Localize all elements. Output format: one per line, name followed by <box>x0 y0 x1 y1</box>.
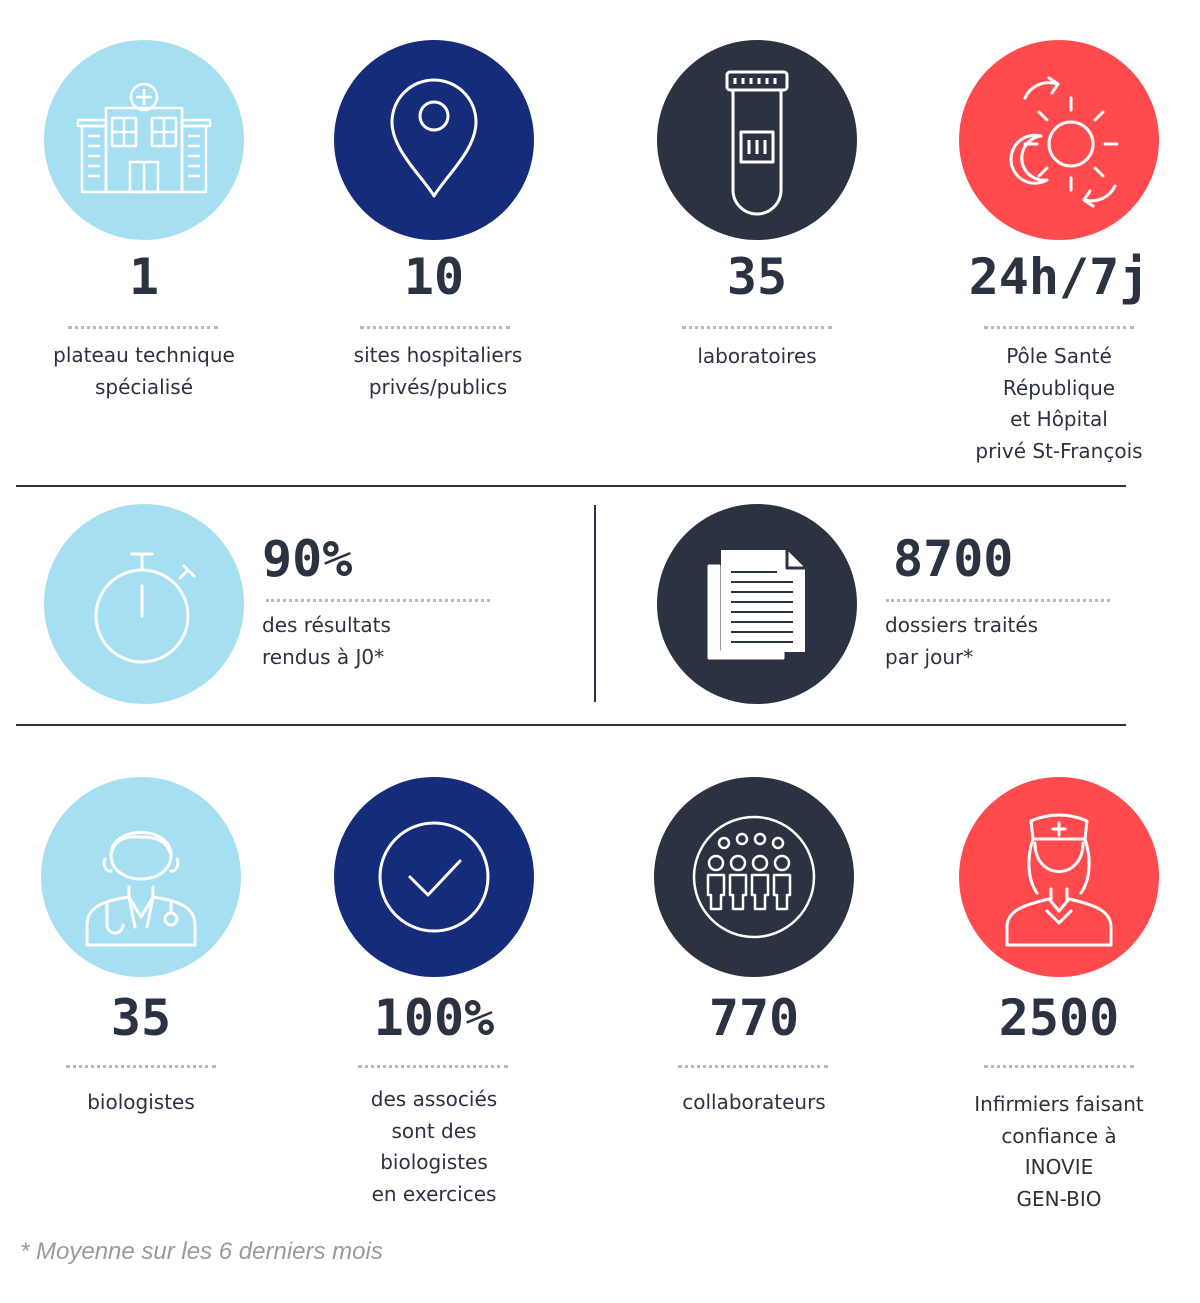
dotted-divider <box>68 326 218 329</box>
stat-value: 2500 <box>998 989 1120 1047</box>
stat-icon-circle <box>44 40 244 240</box>
stat-value: 90% <box>262 530 353 588</box>
stat-icon-circle <box>959 40 1159 240</box>
stat-value: 35 <box>110 989 172 1047</box>
stat-label: des résultats rendus à J0* <box>262 613 391 669</box>
location-pin-icon <box>334 40 534 240</box>
stat-label: collaborateurs <box>682 1090 826 1114</box>
stat-label: dossiers traités par jour* <box>885 613 1039 669</box>
stat-icon-circle <box>657 504 857 704</box>
stat-value: 100% <box>373 989 495 1047</box>
test-tube-icon <box>657 40 857 240</box>
stat-label: Pôle Santé République et Hôpital privé St-François <box>975 344 1143 463</box>
dotted-divider <box>358 1065 508 1068</box>
dotted-divider <box>678 1065 828 1068</box>
checkmark-icon <box>334 777 534 977</box>
dotted-divider <box>266 599 490 602</box>
stat-icon-circle <box>41 777 241 977</box>
stat-value: 10 <box>403 248 465 306</box>
stat-icon-circle <box>654 777 854 977</box>
stat-value: 24h/7j <box>968 248 1150 306</box>
stat-label: sites hospitaliers privés/publics <box>353 343 523 399</box>
section-divider <box>16 724 1126 726</box>
stat-icon-circle <box>334 777 534 977</box>
stat-value: 1 <box>128 248 160 306</box>
stat-icon-circle <box>334 40 534 240</box>
documents-icon <box>657 504 857 704</box>
stat-icon-circle <box>44 504 244 704</box>
doctor-icon <box>41 777 241 977</box>
stat-label: biologistes <box>87 1090 195 1114</box>
stat-icon-circle <box>959 777 1159 977</box>
stat-value: 35 <box>726 248 788 306</box>
hospital-icon <box>44 40 244 240</box>
stat-value: 770 <box>708 989 800 1047</box>
dotted-divider <box>66 1065 216 1068</box>
group-people-icon <box>654 777 854 977</box>
stat-label: laboratoires <box>697 344 817 368</box>
nurse-icon <box>959 777 1159 977</box>
stopwatch-icon <box>44 504 244 704</box>
stat-value: 8700 <box>893 530 1014 588</box>
dotted-divider <box>682 326 832 329</box>
dotted-divider <box>360 326 510 329</box>
dotted-divider <box>984 326 1134 329</box>
stat-label: plateau technique spécialisé <box>53 343 235 399</box>
stat-label: Infirmiers faisant confiance à INOVIE GEN-BIO <box>974 1092 1144 1211</box>
section-divider <box>594 505 596 702</box>
dotted-divider <box>984 1065 1134 1068</box>
section-divider <box>16 485 1126 487</box>
footnote: * Moyenne sur les 6 derniers mois <box>20 1238 383 1265</box>
stat-label: des associés sont des biologistes en exercices <box>370 1087 498 1206</box>
day-night-cycle-icon <box>959 40 1159 240</box>
dotted-divider <box>886 599 1110 602</box>
stat-icon-circle <box>657 40 857 240</box>
